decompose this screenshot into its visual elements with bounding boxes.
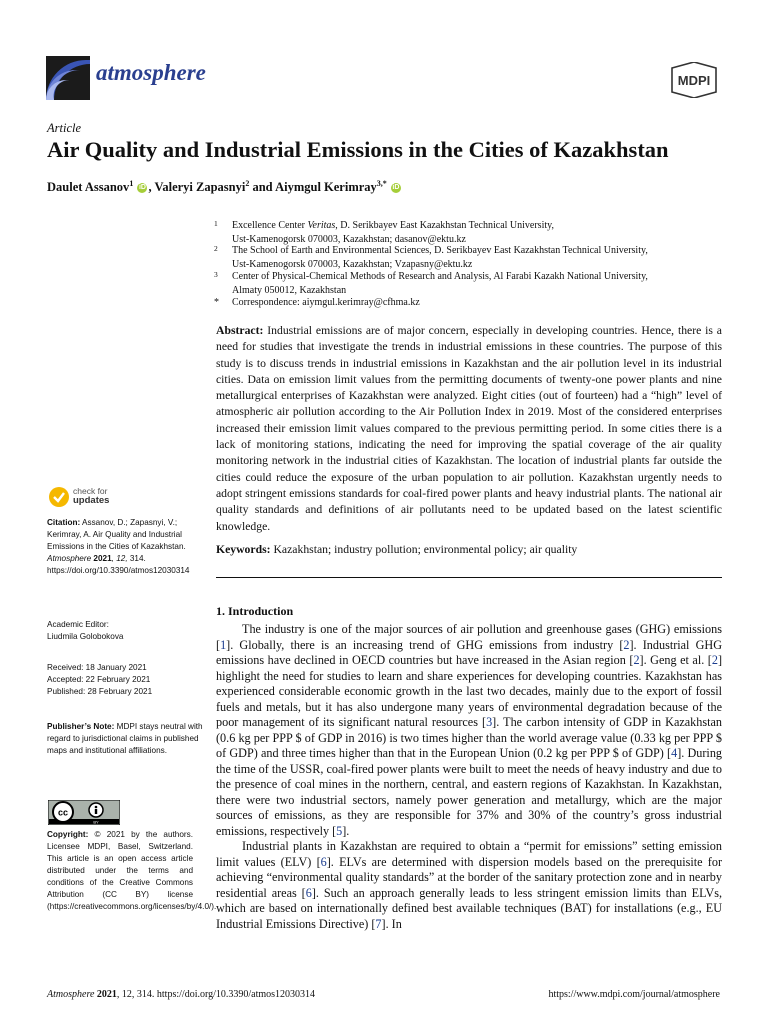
check-updates-label: check for <box>73 486 108 496</box>
keywords <box>216 543 722 556</box>
paragraph-text: The industry is one of the major sources of air pollution and greenhouse gases (GHG) emissions [ <box>216 622 722 652</box>
citation <box>47 517 205 577</box>
orcid-icon[interactable]: iD <box>392 184 400 192</box>
citation-link[interactable]: 6 <box>305 885 312 900</box>
citation-link[interactable]: 2 <box>633 653 640 667</box>
affiliation-text: Excellence Center <box>232 220 308 231</box>
paragraph-text: ]. <box>342 823 350 838</box>
citation-link[interactable]: 5 <box>336 823 343 838</box>
affiliation <box>214 244 714 271</box>
paragraph-text: ]. ELVs are determined with dispersion models based on the prerequisite for achieving “environmental quality standards” at the border of the sanitary protection zone and in nearby residential areas [ <box>216 854 723 900</box>
received-date: Received: 18 January 2021 <box>47 663 147 672</box>
citation-doi[interactable]: 314. https://doi.org/10.3390/atmos12030314 <box>47 554 190 575</box>
author-separator: , <box>148 180 155 195</box>
affiliation-text: Veritas <box>307 220 336 231</box>
abstract-label: Abstract: <box>216 324 264 337</box>
copyright-text: © 2021 by the authors. Licensee MDPI, Basel, Switzerland. This article is an open access article distributed under the terms and conditions of the Creative Commons Attribution (CC BY) license (https://creativecommons.org/licenses/by/4.0/). <box>47 830 217 911</box>
citation-link[interactable]: 7 <box>375 916 382 931</box>
affiliation-number: 3 <box>214 270 218 279</box>
orcid-icon[interactable]: iD <box>138 184 146 192</box>
author-affiliation-mark: 3,* <box>376 179 387 188</box>
paragraph-text: ]. The carbon intensity of GDP in Kazakhstan (0.6 kg per PPP $ of GDP in 2016) is two times higher than the world average value (0.33 kg per PPP $ of GDP) and three times higher than that in the European Union (0.2 kg per PPP $ of GDP) [ <box>216 715 722 760</box>
paragraph-text: ]. Geng et al. [ <box>639 653 712 667</box>
publication-dates <box>47 662 205 698</box>
check-for-updates-button[interactable] <box>48 486 178 510</box>
affiliation-text: Center of Physical-Chemical Methods of Research and Analysis, Al Farabi Kazakh National University, <box>232 271 648 282</box>
correspondence-text: Correspondence: aiymgul.kerimray@cfhma.kz <box>232 297 420 308</box>
svg-text:BY: BY <box>93 819 99 825</box>
journal-name[interactable]: atmosphere <box>96 60 206 85</box>
publisher-note-label: Publisher’s Note: <box>47 722 115 731</box>
body-text <box>216 622 722 932</box>
footer-year: 2021 <box>94 989 117 1000</box>
published-date: Published: 28 February 2021 <box>47 687 153 696</box>
footer-journal: Atmosphere <box>47 989 95 1000</box>
citation-label: Citation: <box>47 518 81 527</box>
footer-journal-url[interactable]: https://www.mdpi.com/journal/atmosphere <box>548 989 720 1000</box>
author-name[interactable]: Daulet Assanov <box>47 180 130 195</box>
article-type: Article <box>47 121 82 135</box>
author-affiliation-mark: 2 <box>245 179 250 188</box>
publisher-note-text: MDPI stays neutral with regard to jurisdictional claims in published maps and institutional affiliations. <box>47 722 203 755</box>
paragraph-text: ]. Globally, there is an increasing trend of GHG emissions from industry [ <box>226 637 624 652</box>
publisher-note <box>47 721 205 757</box>
check-updates-icon <box>48 486 70 508</box>
divider <box>216 577 722 578</box>
academic-editor <box>47 619 205 643</box>
citation-year: 2021 <box>91 554 112 563</box>
citation-link[interactable]: 1 <box>220 637 227 652</box>
accepted-date: Accepted: 22 February 2021 <box>47 675 151 684</box>
paragraph-text: ]. Such an approach generally leads to less stringent emission limits than ELVs, which are based on internationally defined best available techniques (BAT) for installations (e.g., EU Industrial Emissions Directive) [ <box>216 885 722 931</box>
affiliation-number: 2 <box>214 244 218 253</box>
footer-citation <box>47 989 315 1000</box>
abstract-text: Industrial emissions are of major concern, especially in developing countries. Hence, there is a need for studies that investigate the trends in industrial emissions in these countries. The purpose of this study is to discuss trends in industrial emissions in Kazakhstan and the air pollution level in its industrial cities. Data on emission limit values from the permitting documents of twenty-one power plants and nine metallurgical enterprises of Kazakhstan were analyzed. Eight cities (out of fourteen) had a “high” level of atmospheric air pollution according to the Air Pollution Index in 2019. Most of the considered enterprises increased their emission limit values compared to the previous permitting period. In some cities there is a lack of monitoring stations, indicating the need for improving the spatial coverage of the air quality monitoring network in the industrial cities of Kazakhstan. The location of industrial plants far outside the cities could reduce the exposure of the urban population to air pollution. Kazakhstan urgently needs to adopt stringent emissions standards for coal-fired power plants and heavy industrial plants. The national air quality standards and definitions of air pollutants need to be updated based on the latest scientific knowledge. <box>216 324 722 533</box>
author-name[interactable]: Aiymgul Kerimray <box>275 180 377 195</box>
svg-text:cc: cc <box>57 807 69 818</box>
footer-doi[interactable]: , 12, 314. https://doi.org/10.3390/atmos12030314 <box>116 989 316 1000</box>
affiliation-text: Ust-Kamenogorsk 070003, Kazakhstan; Vzapasny@ektu.kz <box>232 258 473 270</box>
copyright <box>47 829 217 913</box>
citation-link[interactable]: 4 <box>671 746 678 760</box>
abstract <box>216 323 722 535</box>
paragraph-text: Industrial plants in Kazakhstan are required to obtain a “permit for emissions” setting emission limit values (ELV) [ <box>216 839 722 869</box>
keywords-label: Keywords: <box>216 543 271 556</box>
affiliation-text: Almaty 050012, Kazakhstan <box>232 284 347 296</box>
copyright-label: Copyright: <box>47 830 89 839</box>
citation-link[interactable]: 2 <box>623 637 630 652</box>
correspondence <box>214 296 714 310</box>
paragraph-text: ]. Industrial GHG emissions have declined in OECD countries but have increased in the Asian region [ <box>216 637 722 667</box>
atmosphere-logo-icon <box>46 56 90 100</box>
editor-name: Liudmila Golobokova <box>47 632 124 641</box>
publisher-name: MDPI <box>677 73 711 88</box>
citation-text: Assanov, D.; Zapasnyi, V.; Kerimray, A. Air Quality and Industrial Emissions in the Cities of Kazakhstan. <box>47 518 186 551</box>
paragraph <box>216 622 722 839</box>
paragraph-text: ] highlight the need for studies to learn and share experiences for developing countries. Kazakhstan has experienced considerable economic growth in the last two decades, mainly due to the export of fossil fuels and metals, but it has also undergone many years of environmental degradation because of the poor management of its significant natural resources [ <box>216 653 722 729</box>
affiliation-text: Ust-Kamenogorsk 070003, Kazakhstan; dasanov@ektu.kz <box>232 233 466 245</box>
affiliation <box>214 219 714 246</box>
check-updates-label: updates <box>73 495 110 506</box>
paragraph-text: ]. During the time of the USSR, coal-fired power plants were built to meet the needs of heavy industry and due to the presence of coal mines in the northern, central, and eastern regions of Kazakhstan. In Kazakhstan, there were two industrial sectors, namely power generation and metallurgy, which are the major sources of emissions, as they are responsible for 37% and 30% of the country’s gross industrial emissions, respectively [ <box>216 746 723 838</box>
citation-journal: Atmosphere <box>47 554 92 563</box>
citation-link[interactable]: 3 <box>486 715 493 729</box>
citation-volume: , 12, <box>111 554 128 563</box>
author-name[interactable]: Valeryi Zapasnyi <box>154 180 246 195</box>
affiliation-text: , D. Serikbayev East Kazakhstan Technical University, <box>335 220 554 231</box>
affiliation <box>214 270 714 297</box>
editor-label: Academic Editor: <box>47 620 109 629</box>
citation-link[interactable]: 6 <box>320 854 327 869</box>
affiliation-number: * <box>214 297 219 308</box>
affiliation-number: 1 <box>214 219 218 228</box>
paragraph-text: ]. In <box>381 916 402 931</box>
article-title: Air Quality and Industrial Emissions in the Cities of Kazakhstan <box>47 137 669 162</box>
paragraph <box>216 839 722 932</box>
section-heading: 1. Introduction <box>216 604 294 618</box>
cc-by-license-icon[interactable] <box>48 800 120 825</box>
citation-link[interactable]: 2 <box>711 653 718 667</box>
mdpi-logo-icon[interactable] <box>664 62 724 98</box>
author-separator: and <box>249 180 276 195</box>
author-list <box>47 179 402 195</box>
affiliation-text: The School of Earth and Environmental Sciences, D. Serikbayev East Kazakhstan Technical University, <box>232 245 648 256</box>
author-affiliation-mark: 1 <box>129 179 134 188</box>
keywords-text: Kazakhstan; industry pollution; environmental policy; air quality <box>270 543 578 556</box>
